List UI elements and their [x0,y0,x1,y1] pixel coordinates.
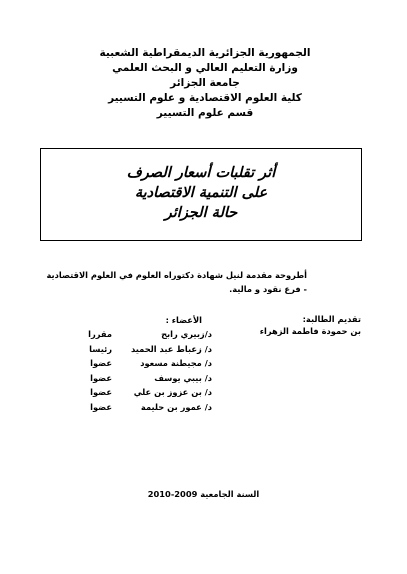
presenter-label: تقديم الطالبة: [302,314,361,324]
committee-member [66,371,212,386]
header-ministry: وزارة التعليم العالي و البحث العلمي [112,62,298,74]
member-name: د/ بيبي يوسف [154,372,212,383]
header-republic: الجمهورية الجزائرية الديمقراطية الشعبية [99,47,311,59]
member-role: رئيسا [89,343,112,354]
academic-year: السنة الجامعية 2009-2010 [147,489,260,499]
committee-member [66,327,212,342]
committee-member [66,385,212,400]
member-role: عضوا [90,401,112,412]
committee-block [66,313,212,414]
thesis-line-2: - فرع نقود و مالية. [229,284,307,294]
header-university: جامعة الجزائر [170,77,240,89]
thesis-title-box [40,148,362,241]
committee-member [66,400,212,415]
title-line-1: أثر تقلبات أسعار الصرف [126,164,276,181]
member-role: مقررا [88,329,112,339]
member-name: د/زبيري رابح [161,329,212,339]
committee-member [66,356,212,371]
header-faculty: كلية العلوم الاقتصادية و علوم التسيير [108,92,302,104]
member-role: عضوا [90,387,112,397]
committee-heading: الأعضاء : [165,315,202,325]
member-name: د/ مجيطنة مسعود [140,358,212,368]
thesis-description [47,268,307,296]
header-department: قسم علوم التسيير [156,107,254,119]
title-line-2: على التنمية الاقتصادية [134,184,268,201]
presenter-name: بن حمودة فاطمة الزهراء [259,326,361,336]
thesis-line-1: أطروحة مقدمة لنيل شهادة دكتوراه العلوم في العلوم الاقتصادية [46,270,307,280]
member-name: د/ بن عزوز بن علي [133,387,212,397]
institution-header [40,46,370,121]
member-name: د/ زعباط عبد الحميد [130,343,212,354]
presenter-block [260,313,361,337]
member-role: عضوا [90,372,112,383]
committee-member [66,342,212,357]
title-line-3: حالة الجزائر [164,204,238,221]
member-role: عضوا [90,358,112,368]
member-name: د/ عمور بن حليمة [140,401,212,412]
